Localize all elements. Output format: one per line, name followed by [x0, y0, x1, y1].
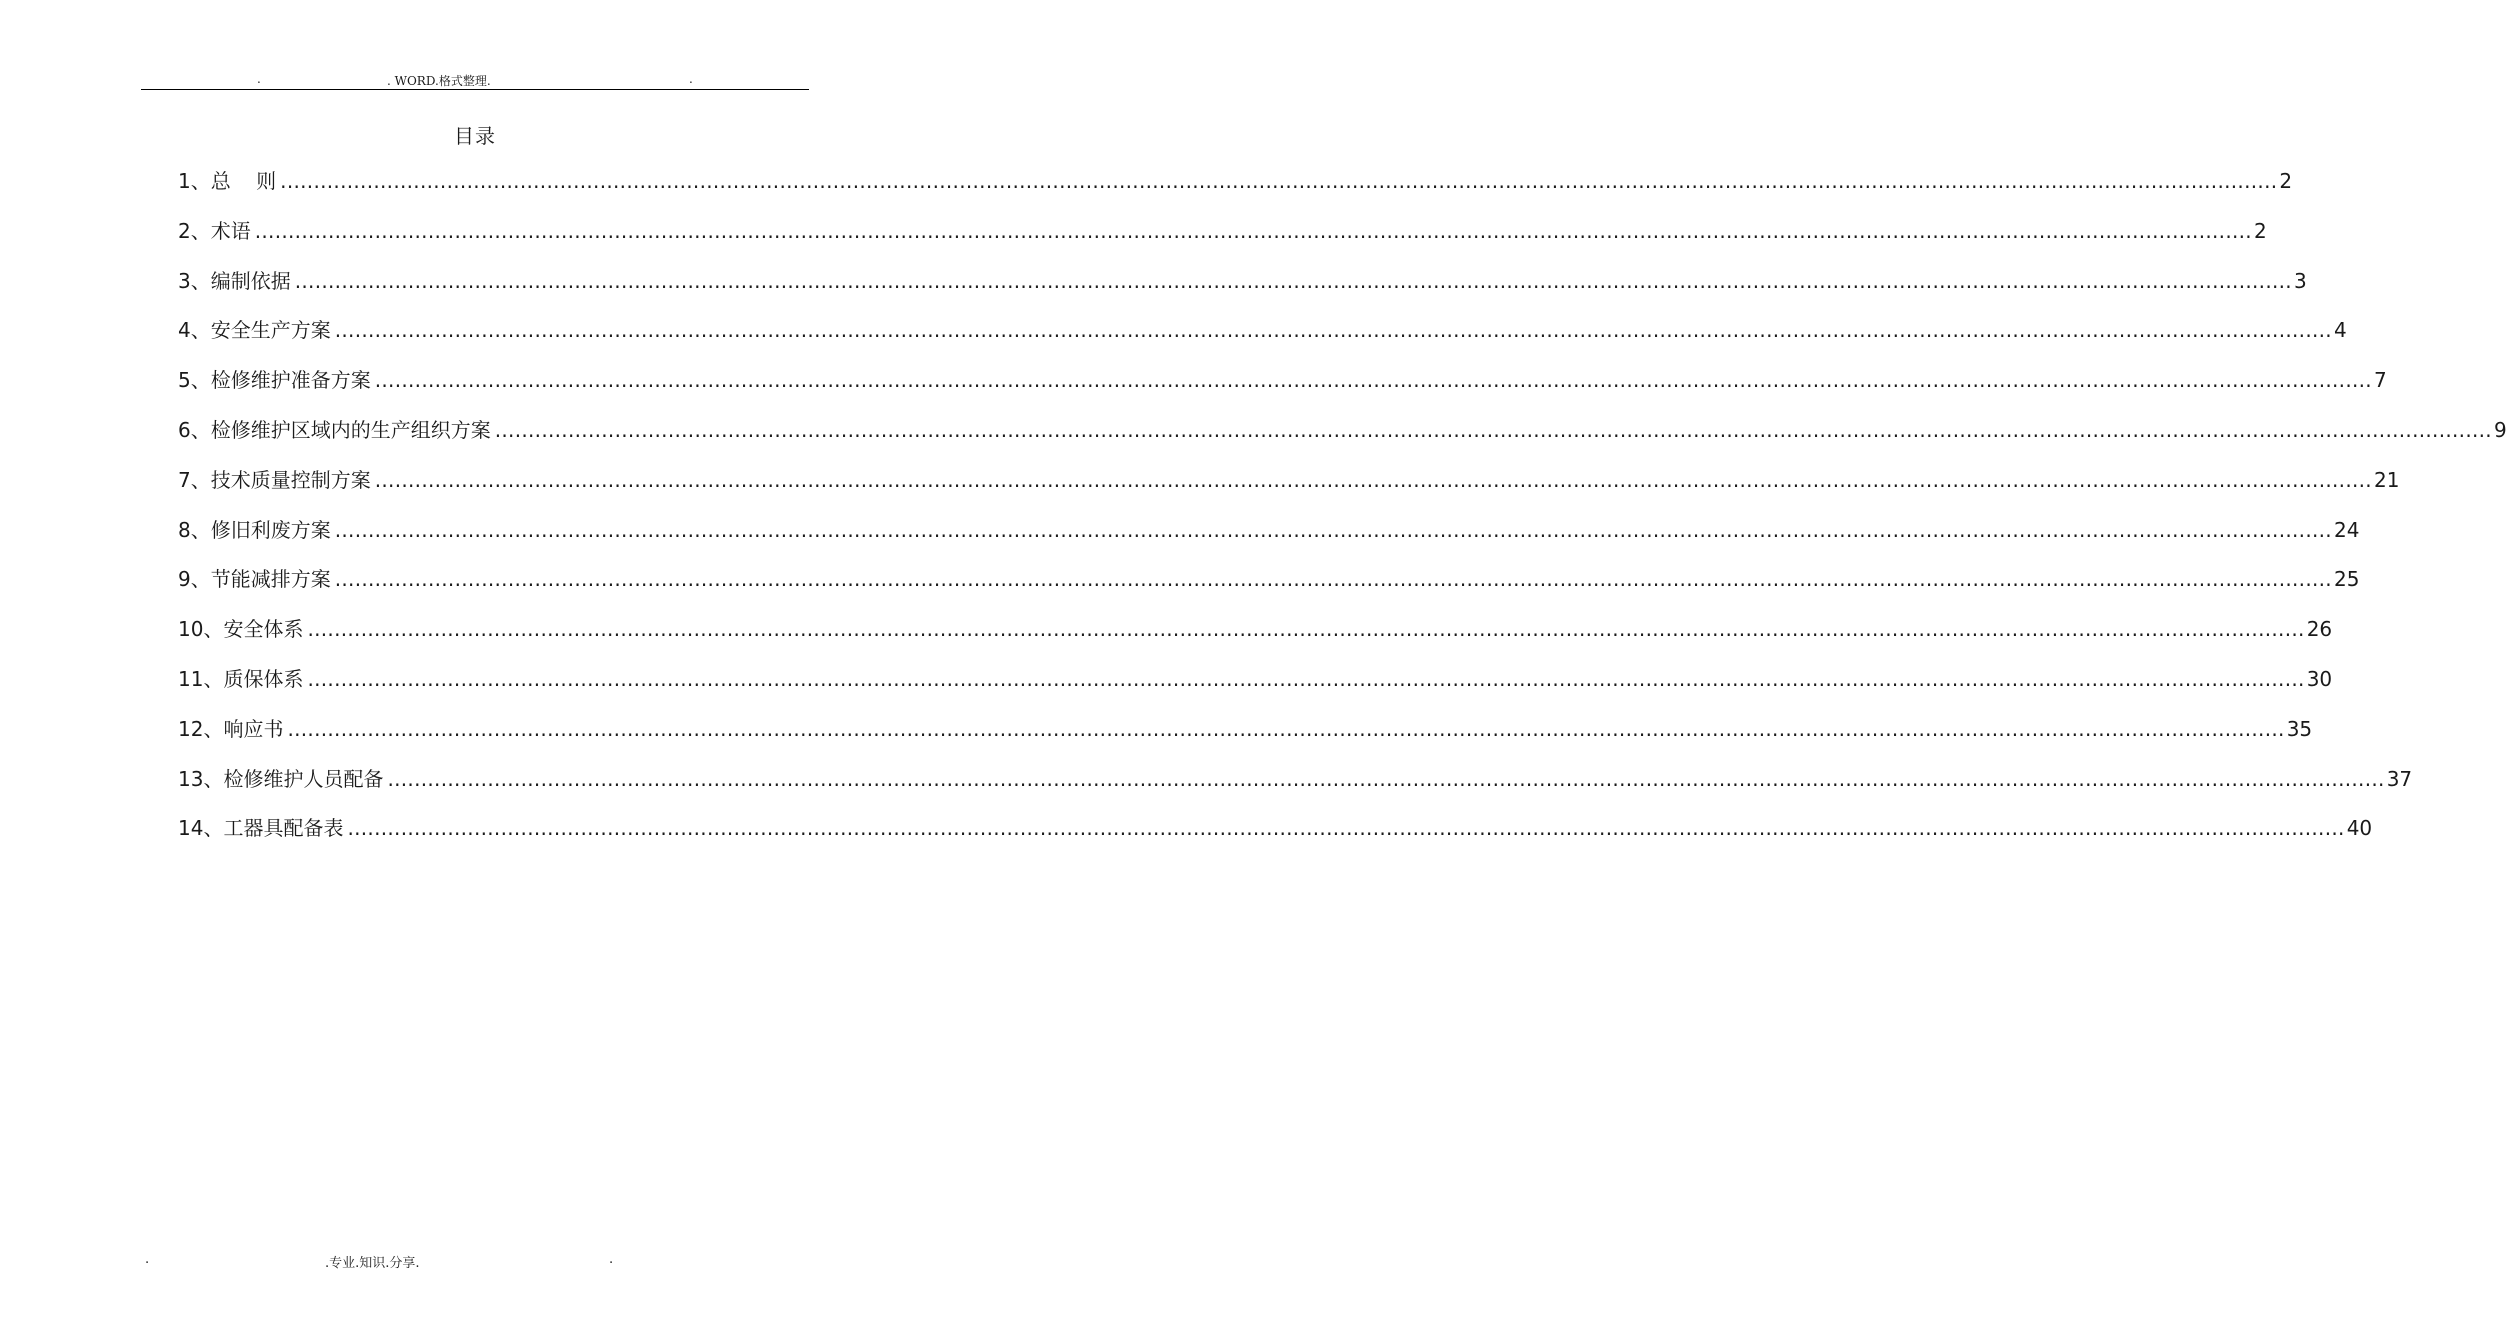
toc-dot-leader: ............................................................................................................................................................................................................................................................................................................	[334, 517, 2332, 542]
toc-entry-label: 12、响应书	[178, 716, 284, 741]
toc-entry-label: 4、安全生产方案	[178, 318, 331, 343]
toc-dot-leader: ............................................................................................................................................................................................................................................................................................................	[347, 816, 2345, 841]
toc-entry-page: 4	[2333, 318, 2347, 343]
toc-entry-label: 6、检修维护区域内的生产组织方案	[178, 417, 491, 442]
toc-entry-page: 40	[2346, 816, 2373, 841]
toc-entry-label: 11、质保体系	[178, 666, 304, 691]
toc-entry-label: 9、节能减排方案	[178, 567, 331, 592]
toc-entry-page: 21	[2373, 467, 2400, 492]
toc-entry-label: 5、检修维护准备方案	[178, 368, 371, 393]
toc-entry-label: 14、工器具配备表	[178, 816, 344, 841]
toc-entry[interactable]	[178, 467, 2400, 517]
toc-entry-label: 10、安全体系	[178, 617, 304, 642]
table-of-contents	[178, 168, 2507, 865]
toc-entry[interactable]	[178, 766, 2413, 816]
toc-entry-page: 3	[2293, 268, 2307, 293]
toc-entry-page: 2	[2279, 169, 2293, 193]
toc-entry[interactable]	[178, 616, 2333, 666]
toc-dot-leader: ............................................................................................................................................................................................................................................................................................................	[494, 417, 2492, 442]
toc-entry-page: 26	[2306, 617, 2333, 642]
header-title: . WORD.格式整理.	[387, 74, 491, 88]
toc-title: 目录	[454, 124, 496, 148]
toc-dot-leader: ............................................................................................................................................................................................................................................................................................................	[374, 368, 2372, 393]
toc-entry-page: 25	[2333, 567, 2360, 592]
toc-entry-label: 2、术语	[178, 218, 251, 243]
toc-entry-label: 1、总 则	[178, 169, 277, 193]
toc-entry[interactable]	[178, 815, 2373, 865]
toc-dot-leader: ............................................................................................................................................................................................................................................................................................................	[374, 467, 2372, 492]
footer-left-mark: .	[145, 1252, 150, 1267]
toc-dot-leader: ............................................................................................................................................................................................................................................................................................................	[334, 567, 2332, 592]
toc-dot-leader: ............................................................................................................................................................................................................................................................................................................	[294, 268, 2292, 293]
toc-entry-page: 9	[2493, 417, 2507, 442]
toc-entry-page: 37	[2386, 766, 2413, 791]
toc-entry[interactable]	[178, 367, 2387, 417]
toc-entry[interactable]	[178, 268, 2307, 318]
toc-entry[interactable]	[178, 317, 2347, 367]
toc-entry[interactable]	[178, 168, 2293, 218]
toc-entry-page: 2	[2253, 218, 2267, 243]
toc-entry-label: 13、检修维护人员配备	[178, 766, 384, 791]
header-left-mark: .	[257, 72, 261, 86]
toc-entry[interactable]	[178, 218, 2267, 268]
toc-entry[interactable]	[178, 517, 2360, 567]
toc-entry-label: 3、编制依据	[178, 268, 291, 293]
toc-dot-leader: ............................................................................................................................................................................................................................................................................................................	[307, 666, 2305, 691]
toc-dot-leader: ............................................................................................................................................................................................................................................................................................................	[307, 617, 2305, 642]
toc-entry-label: 8、修旧利废方案	[178, 517, 331, 542]
toc-entry-page: 24	[2333, 517, 2360, 542]
toc-entry-page: 30	[2306, 666, 2333, 691]
page-header	[141, 72, 809, 90]
toc-entry[interactable]	[178, 566, 2360, 616]
page-footer	[141, 1252, 809, 1271]
toc-dot-leader: ............................................................................................................................................................................................................................................................................................................	[387, 766, 2385, 791]
toc-entry-label: 7、技术质量控制方案	[178, 467, 371, 492]
footer-text: .专业.知识.分享.	[325, 1256, 420, 1271]
toc-entry[interactable]	[178, 716, 2313, 766]
header-right-mark: .	[689, 72, 693, 86]
toc-dot-leader: ............................................................................................................................................................................................................................................................................................................	[254, 218, 2252, 243]
toc-entry-page: 35	[2286, 716, 2313, 741]
toc-dot-leader: ............................................................................................................................................................................................................................................................................................................	[287, 716, 2285, 741]
toc-entry[interactable]	[178, 417, 2507, 467]
footer-right-mark: .	[609, 1252, 614, 1267]
toc-entry-page: 7	[2373, 368, 2387, 393]
toc-dot-leader: ............................................................................................................................................................................................................................................................................................................	[280, 169, 2278, 193]
toc-entry[interactable]	[178, 666, 2333, 716]
toc-dot-leader: ............................................................................................................................................................................................................................................................................................................	[334, 318, 2332, 343]
